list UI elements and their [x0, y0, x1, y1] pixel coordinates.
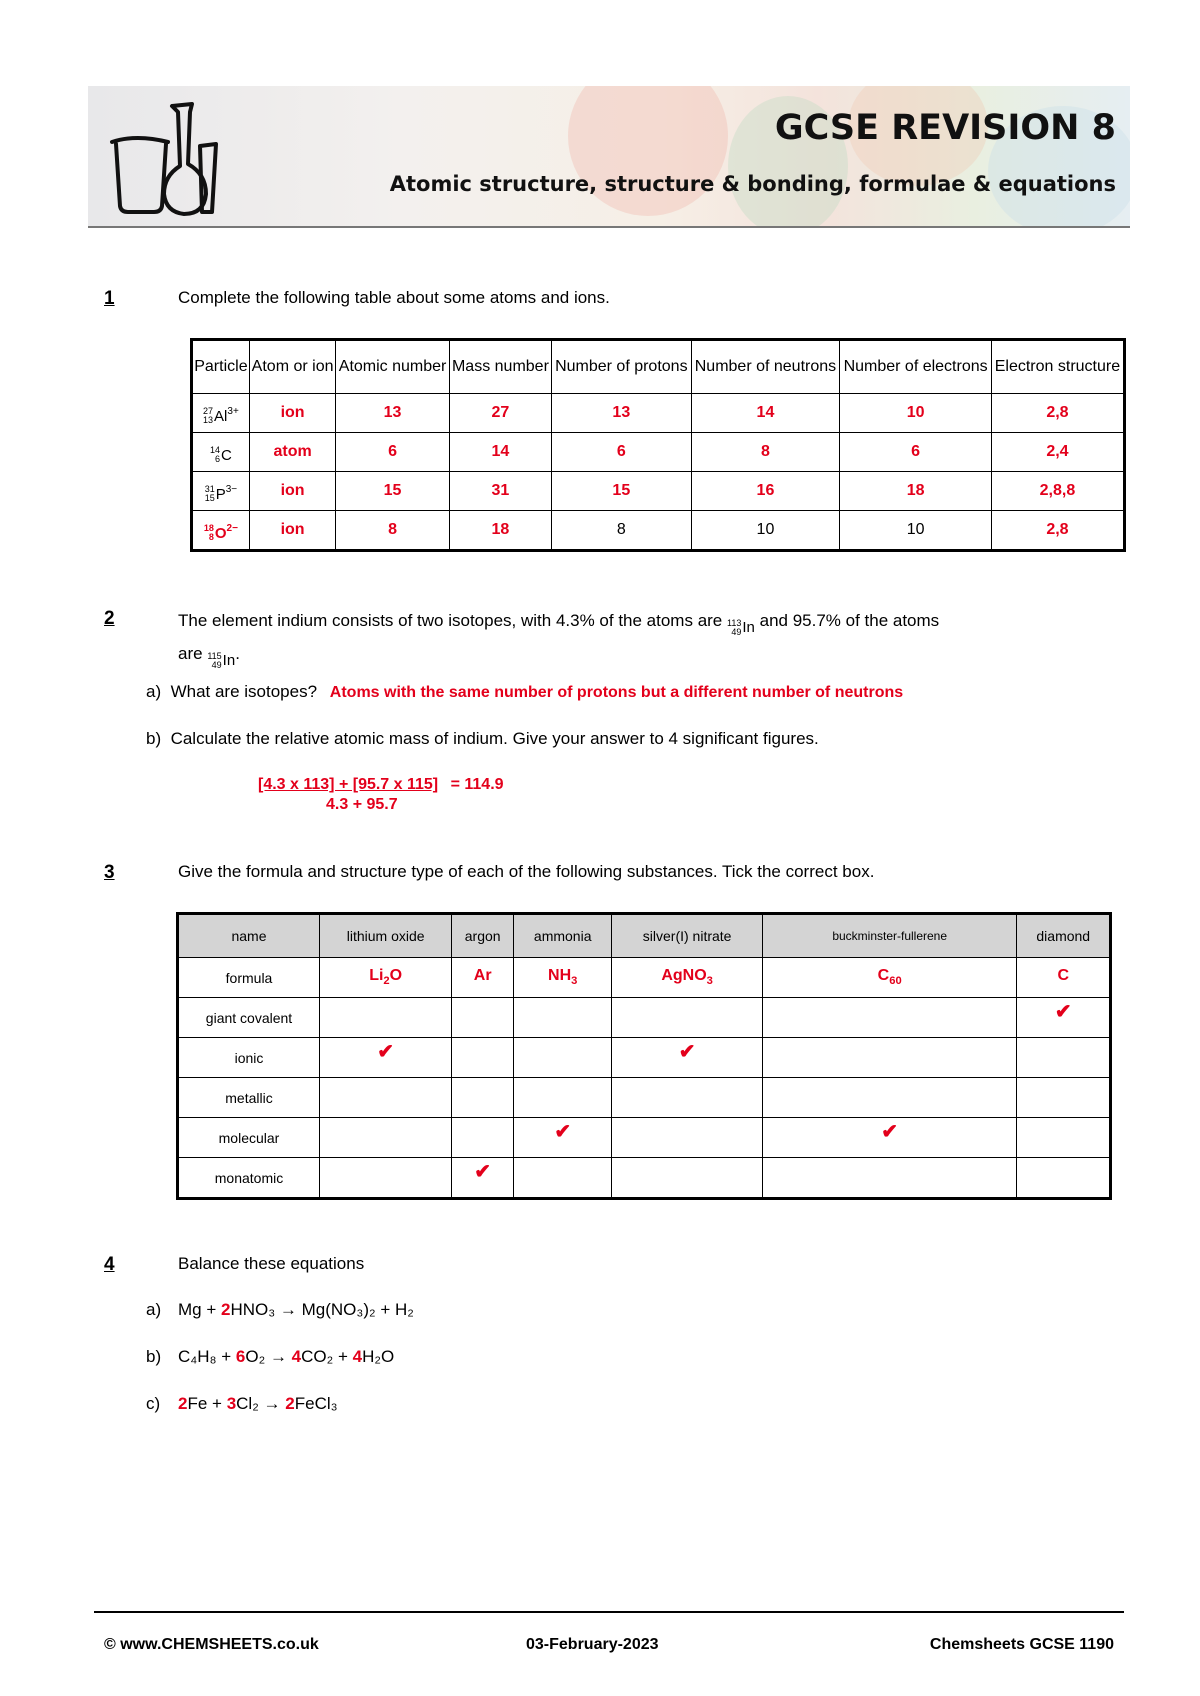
- tick-box[interactable]: [320, 1118, 452, 1158]
- structure-type-label: molecular: [178, 1118, 320, 1158]
- equations-list: [146, 1300, 414, 1441]
- atoms-ions-table: [190, 338, 1126, 552]
- tick-box[interactable]: [1017, 1158, 1111, 1199]
- check-icon: ✔: [881, 1121, 899, 1143]
- equation-term: H₂: [394, 1300, 414, 1319]
- coefficient: 4: [291, 1347, 302, 1366]
- equation-term: Fe: [187, 1394, 208, 1413]
- cell-electrons: 10: [840, 394, 992, 433]
- equation-term: Mg(NO₃)₂: [301, 1300, 376, 1319]
- structure-type-label: metallic: [178, 1078, 320, 1118]
- footer-divider: [94, 1611, 1124, 1613]
- tick-box[interactable]: [762, 1118, 1017, 1158]
- cell-type: ion: [249, 394, 336, 433]
- formula-cell: $Li_2O$: [320, 958, 452, 998]
- equation: [146, 1347, 414, 1394]
- tick-box[interactable]: [1017, 1078, 1111, 1118]
- equation-term: +: [207, 1394, 227, 1413]
- equation-term: →: [275, 1300, 302, 1319]
- column-header: Electron structure: [991, 340, 1124, 394]
- tick-box[interactable]: [452, 1118, 514, 1158]
- tick-box[interactable]: [514, 1118, 612, 1158]
- formula-cell: $NH_3$: [514, 958, 612, 998]
- tick-box[interactable]: [762, 1078, 1017, 1118]
- footer-date: 03-February-2023: [526, 1636, 659, 1653]
- tick-box[interactable]: [514, 1038, 612, 1078]
- equation-term: C₄H₈: [178, 1347, 217, 1366]
- lab-glassware-icon: [106, 94, 226, 219]
- cell-atomic-number: 15: [336, 472, 449, 511]
- page-title: GCSE REVISION 8: [774, 108, 1116, 148]
- tick-box[interactable]: [514, 1158, 612, 1199]
- structure-type-label: monatomic: [178, 1158, 320, 1199]
- indium-113-notation: 113 49 In: [727, 618, 755, 637]
- footer-reference: Chemsheets GCSE 1190: [929, 1636, 1114, 1653]
- header-banner: [88, 86, 1130, 228]
- check-icon: ✔: [678, 1041, 696, 1063]
- structure-type-row: [178, 1158, 1111, 1199]
- tick-box[interactable]: [612, 1158, 763, 1199]
- column-header: Atom or ion: [249, 340, 336, 394]
- equation-term: →: [258, 1394, 286, 1413]
- coefficient: 4: [352, 1347, 363, 1366]
- page-subtitle: Atomic structure, structure & bonding, formulae & equations: [389, 172, 1116, 196]
- equation: [146, 1300, 414, 1347]
- table-row: [192, 472, 1125, 511]
- question-3-text: Give the formula and structure type of each of the following substances. Tick the correct box.: [178, 862, 875, 881]
- substances-table: [176, 912, 1112, 1200]
- cell-electrons: 18: [840, 472, 992, 511]
- cell-type: ion: [249, 511, 336, 551]
- equation-term: H₂O: [362, 1347, 395, 1366]
- question-2a-answer: Atoms with the same number of protons but a different number of neutrons: [329, 684, 904, 701]
- substance-name: diamond: [1017, 914, 1111, 958]
- question-4-number: 4: [104, 1254, 115, 1275]
- question-2a: a) What are isotopes? Atoms with the same number of protons but a different number of neutrons: [146, 682, 904, 701]
- cell-protons: 13: [552, 394, 691, 433]
- particle-notation: 31 15 P 3−: [192, 472, 250, 511]
- formula-cell: AgNO$_3$: [612, 958, 763, 998]
- equation-term: +: [216, 1347, 236, 1366]
- cell-structure: 2,4: [991, 433, 1124, 472]
- tick-box[interactable]: [452, 998, 514, 1038]
- tick-box[interactable]: [612, 1078, 763, 1118]
- question-2-text: The element indium consists of two isotopes, with 4.3% of the atoms are 113 49 In and 95.7% of the atoms are 115 49 In .: [178, 608, 1098, 674]
- column-header: Number of protons: [552, 340, 691, 394]
- cell-atomic-number: 8: [336, 511, 449, 551]
- tick-box[interactable]: [762, 998, 1017, 1038]
- structure-type-label: ionic: [178, 1038, 320, 1078]
- tick-box[interactable]: [762, 1038, 1017, 1078]
- indium-115-notation: 115 49 In: [207, 651, 236, 670]
- calc-denominator: 4.3 + 95.7: [326, 796, 398, 813]
- calc-result: = 114.9: [450, 776, 504, 793]
- cell-protons: 6: [552, 433, 691, 472]
- tick-box[interactable]: [452, 1078, 514, 1118]
- table-row: [192, 511, 1125, 551]
- question-1-number: 1: [104, 288, 115, 309]
- structure-type-row: [178, 1038, 1111, 1078]
- column-header: Atomic number: [336, 340, 449, 394]
- check-icon: ✔: [554, 1121, 572, 1143]
- structure-type-row: [178, 998, 1111, 1038]
- column-header: Particle: [192, 340, 250, 394]
- cell-electrons: 6: [840, 433, 992, 472]
- substance-name: ammonia: [514, 914, 612, 958]
- particle-notation: 18 8 O 2−: [192, 511, 250, 551]
- equation-label: b): [146, 1347, 162, 1366]
- cell-neutrons: 8: [691, 433, 840, 472]
- equation-term: Mg: [178, 1300, 202, 1319]
- tick-box[interactable]: [320, 1038, 452, 1078]
- particle-notation: 27 13 Al 3+: [192, 394, 250, 433]
- tick-box[interactable]: [452, 1038, 514, 1078]
- table-row: [192, 433, 1125, 472]
- cell-mass-number: 27: [449, 394, 551, 433]
- cell-neutrons: 10: [691, 511, 840, 551]
- equation: [146, 1394, 414, 1441]
- coefficient: 3: [226, 1394, 237, 1413]
- question-2-number: 2: [104, 608, 115, 629]
- equation-term: +: [201, 1300, 221, 1319]
- equation-label: a): [146, 1300, 162, 1319]
- substance-name: buckminster-fullerene: [762, 914, 1017, 958]
- substance-name: silver(I) nitrate: [612, 914, 763, 958]
- calculation-answer: [258, 776, 504, 814]
- column-header: Number of electrons: [840, 340, 992, 394]
- substance-name: argon: [452, 914, 514, 958]
- tick-box[interactable]: [612, 998, 763, 1038]
- question-2-text-part1: The element indium consists of two isotopes, with 4.3% of the atoms are: [178, 611, 723, 630]
- question-3-number: 3: [104, 862, 115, 883]
- tick-box[interactable]: [514, 998, 612, 1038]
- tick-box[interactable]: [452, 1158, 514, 1199]
- particle-notation: 14 6 C: [192, 433, 250, 472]
- equation-term: HNO₃: [230, 1300, 276, 1319]
- cell-protons: 15: [552, 472, 691, 511]
- formula-label: formula: [178, 958, 320, 998]
- cell-type: atom: [249, 433, 336, 472]
- cell-mass-number: 14: [449, 433, 551, 472]
- formula-cell: $C_{60}$: [762, 958, 1017, 998]
- coefficient: 6: [235, 1347, 246, 1366]
- cell-structure: 2,8,8: [991, 472, 1124, 511]
- cell-electrons: 10: [840, 511, 992, 551]
- tick-box[interactable]: [320, 998, 452, 1038]
- cell-atomic-number: 6: [336, 433, 449, 472]
- formula-cell: C: [1017, 958, 1111, 998]
- tick-box[interactable]: [1017, 1118, 1111, 1158]
- tick-box[interactable]: [762, 1158, 1017, 1199]
- tick-box[interactable]: [612, 1118, 763, 1158]
- footer-website: © www.CHEMSHEETS.co.uk: [104, 1636, 319, 1653]
- question-4-text: Balance these equations: [178, 1254, 365, 1273]
- question-2-text-part2: and 95.7% of the atoms: [759, 611, 940, 630]
- cell-structure: 2,8: [991, 394, 1124, 433]
- check-icon: ✔: [377, 1041, 395, 1063]
- equation-term: O₂: [245, 1347, 266, 1366]
- coefficient: 2: [178, 1394, 188, 1413]
- equation-term: +: [375, 1300, 395, 1319]
- equation-term: Cl₂: [236, 1394, 259, 1413]
- equation-term: +: [333, 1347, 353, 1366]
- check-icon: ✔: [1054, 1001, 1072, 1023]
- name-label: name: [178, 914, 320, 958]
- question-2b: b) Calculate the relative atomic mass of indium. Give your answer to 4 significant figures.: [146, 729, 819, 748]
- cell-neutrons: 14: [691, 394, 840, 433]
- coefficient: 2: [285, 1394, 295, 1413]
- column-header: Number of neutrons: [691, 340, 840, 394]
- equation-term: →: [265, 1347, 292, 1366]
- cell-protons: 8: [552, 511, 691, 551]
- tick-box[interactable]: [320, 1158, 452, 1199]
- question-2-text-part3: are: [178, 644, 203, 663]
- coefficient: 2: [221, 1300, 231, 1319]
- equation-label: c): [146, 1394, 161, 1413]
- cell-neutrons: 16: [691, 472, 840, 511]
- equation-term: FeCl₃: [294, 1394, 338, 1413]
- tick-box[interactable]: [320, 1078, 452, 1118]
- formula-cell: Ar: [452, 958, 514, 998]
- substance-name: lithium oxide: [320, 914, 452, 958]
- cell-mass-number: 31: [449, 472, 551, 511]
- tick-box[interactable]: [1017, 1038, 1111, 1078]
- tick-box[interactable]: [514, 1078, 612, 1118]
- tick-box[interactable]: [612, 1038, 763, 1078]
- column-header: Mass number: [449, 340, 551, 394]
- cell-structure: 2,8: [991, 511, 1124, 551]
- structure-type-label: giant covalent: [178, 998, 320, 1038]
- check-icon: ✔: [474, 1161, 492, 1183]
- equation-term: CO₂: [301, 1347, 334, 1366]
- cell-type: ion: [249, 472, 336, 511]
- structure-type-row: [178, 1118, 1111, 1158]
- cell-atomic-number: 13: [336, 394, 449, 433]
- cell-mass-number: 18: [449, 511, 551, 551]
- table-row: [192, 394, 1125, 433]
- calc-numerator: [4.3 x 113] + [95.7 x 115]: [258, 776, 439, 793]
- structure-type-row: [178, 1078, 1111, 1118]
- question-1-text: Complete the following table about some atoms and ions.: [178, 288, 610, 307]
- tick-box[interactable]: [1017, 998, 1111, 1038]
